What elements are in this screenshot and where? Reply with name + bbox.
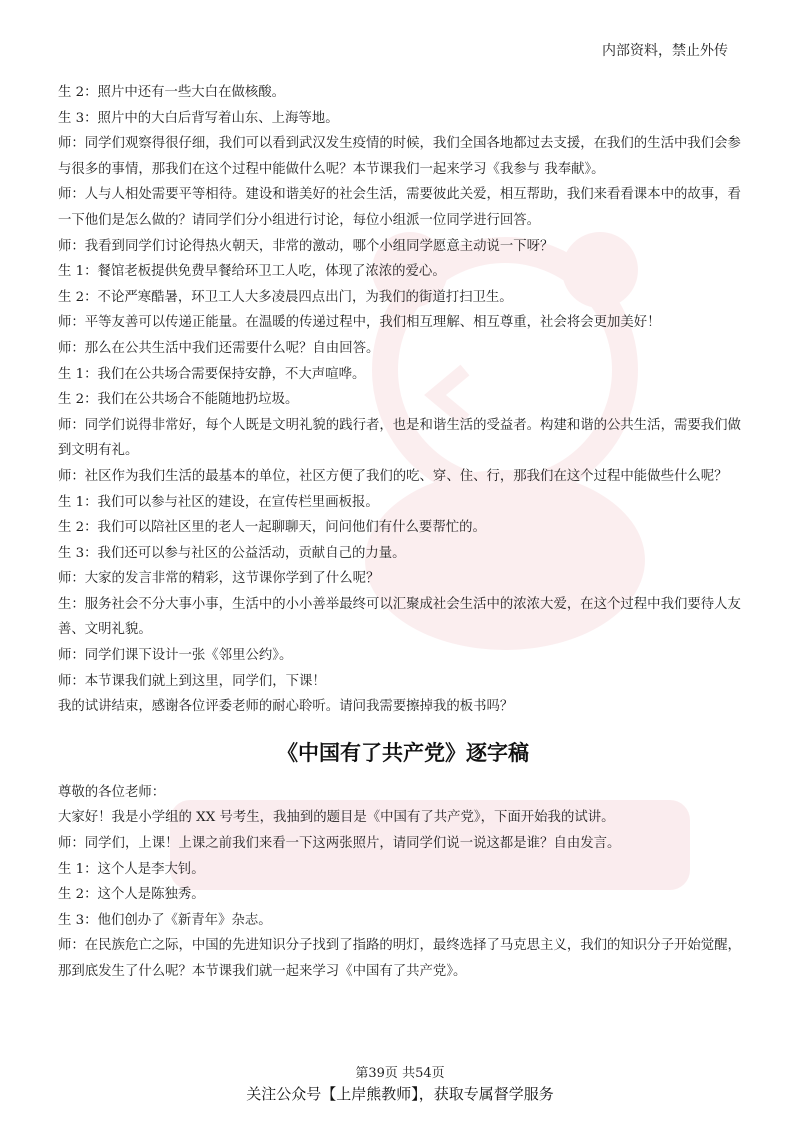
paragraph: 师：同学们，上课！上课之前我们来看一下这两张照片，请同学们说一说这都是谁？自由发言。	[58, 836, 621, 852]
paragraph: 生：服务社会不分大事小事，生活中的小小善举最终可以汇聚成社会生活中的浓浓大爱，在这个过程中我们要待人友善、文明礼貌。	[58, 596, 741, 638]
paragraph: 生 3：我们还可以参与社区的公益活动，贡献自己的力量。	[58, 545, 406, 561]
paragraph: 生 3：照片中的大白后背写着山东、上海等地。	[58, 110, 339, 126]
paragraph: 生 2：我们在公共场合不能随地扔垃圾。	[58, 392, 299, 408]
paragraph: 师：在民族危亡之际，中国的先进知识分子找到了指路的明灯，最终选择了马克思主义，我们的知识分子开始觉醒，那到底发生了什么呢？本节课我们就一起来学习《中国有了共产党》。	[58, 938, 741, 979]
page-number: 第39页 共54页	[355, 1066, 445, 1081]
paragraph: 师：同学们说得非常好，每个人既是文明礼貌的践行者，也是和谐生活的受益者。构建和谐的公共生活，需要我们做到文明有礼。	[58, 417, 741, 459]
paragraph: 尊敬的各位老师：	[58, 784, 166, 800]
paragraph: 生 1：这个人是李大钊。	[58, 861, 205, 877]
promo-footer: 关注公众号【上岸熊教师】，获取专属督学服务	[246, 1085, 554, 1103]
paragraph: 师：人与人相处需要平等相待。建设和谐美好的社会生活，需要彼此关爱，相互帮助，我们来看看课本中的故事，看一下他们是怎么做的？请同学们分小组进行讨论，每位小组派一位同学进行回答。	[58, 187, 741, 228]
paragraph: 师：同学们观察得很仔细，我们可以看到武汉发生疫情的时候，我们全国各地都过去支援，在我们的生活中我们会参与很多的事情，那我们在这个过程中能做什么呢？本节课我们一起来学习《我参与 我奉献》。	[58, 136, 741, 177]
paragraph: 师：社区作为我们生活的最基本的单位，社区方便了我们的吃、穿、住、行，那我们在这个过程中能做些什么呢？	[58, 468, 728, 484]
confidential-note: 内部资料，禁止外传	[602, 43, 728, 59]
transcript-part-1	[58, 80, 748, 720]
paragraph: 生 3：他们创办了《新青年》杂志。	[58, 912, 272, 928]
paragraph: 师：我看到同学们讨论得热火朝天，非常的激动，哪个小组同学愿意主动说一下呀？	[58, 238, 554, 254]
paragraph: 生 2：照片中还有一些大白在做核酸。	[58, 85, 286, 100]
paragraph: 师：本节课我们就上到这里，同学们，下课！	[58, 673, 326, 689]
paragraph: 生 2：我们可以陪社区里的老人一起聊聊天，问问他们有什么要帮忙的。	[58, 520, 486, 536]
paragraph: 生 1：我们可以参与社区的建设，在宣传栏里画板报。	[58, 494, 379, 510]
paragraph: 大家好！我是小学组的 XX 号考生，我抽到的题目是《中国有了共产党》，下面开始我的试讲。	[58, 810, 615, 826]
paragraph: 我的试讲结束，感谢各位评委老师的耐心聆听。请问我需要擦掉我的板书吗？	[58, 699, 514, 715]
paragraph: 生 1：餐馆老板提供免费早餐给环卫工人吃，体现了浓浓的爱心。	[58, 264, 446, 280]
paragraph: 师：平等友善可以传递正能量。在温暖的传递过程中，我们相互理解、相互尊重，社会将会更加美好！	[58, 315, 661, 331]
paragraph: 师：那么在公共生活中我们还需要什么呢？自由回答。	[58, 340, 380, 356]
paragraph: 生 1：我们在公共场合需要保持安静，不大声喧哗。	[58, 366, 366, 382]
document-body	[58, 80, 748, 985]
transcript-part-2	[58, 780, 748, 985]
paragraph: 师：同学们课下设计一张《邻里公约》。	[58, 648, 293, 664]
paragraph: 师：大家的发言非常的精彩，这节课你学到了什么呢？	[58, 571, 380, 587]
paragraph: 生 2：不论严寒酷暑，环卫工人大多凌晨四点出门，为我们的街道打扫卫生。	[58, 289, 513, 305]
paragraph: 生 2：这个人是陈独秀。	[58, 887, 205, 903]
section-title: 《中国有了共产党》逐字稿	[277, 740, 529, 765]
